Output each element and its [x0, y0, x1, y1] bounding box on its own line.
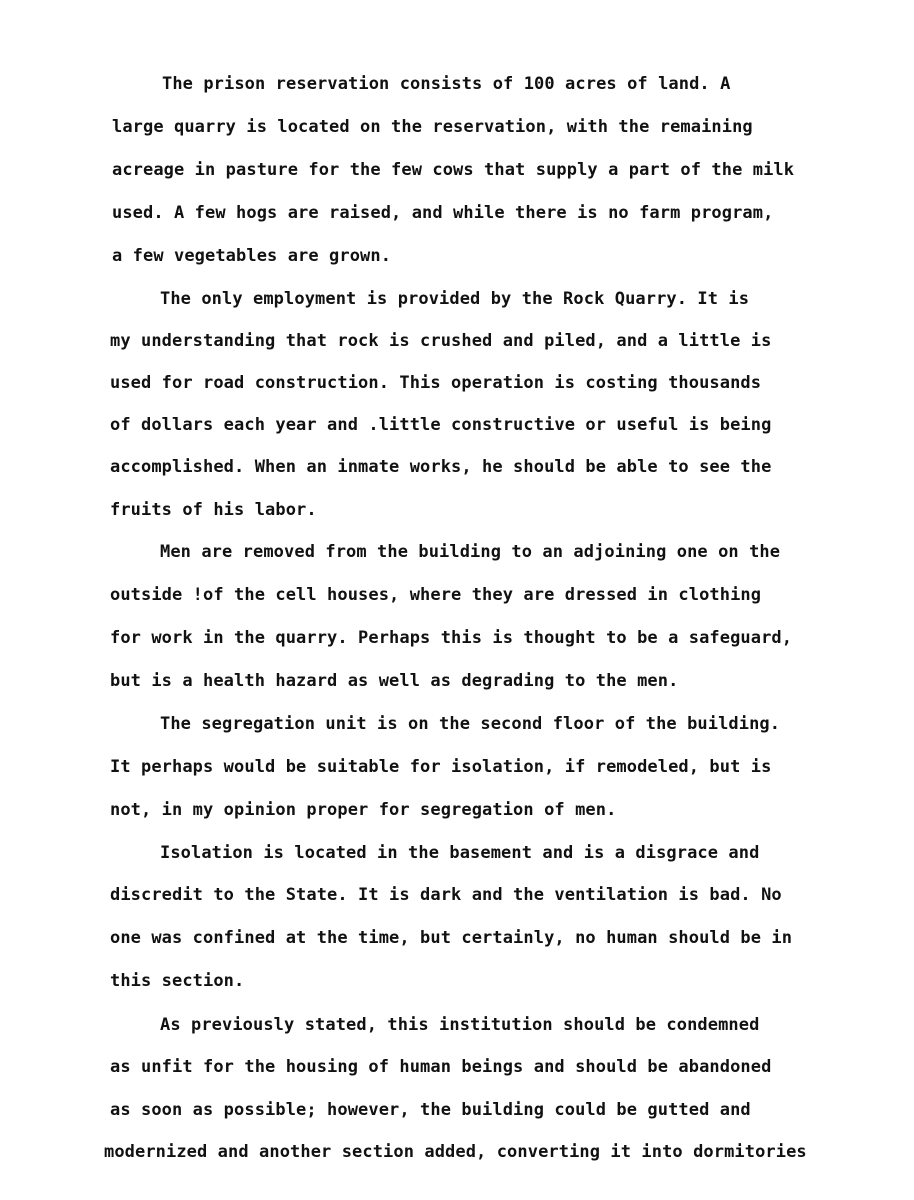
text-line: as unfit for the housing of human beings and should be abandoned: [110, 1057, 772, 1077]
text-line: fruits of his labor.: [110, 500, 317, 520]
text-line: It perhaps would be suitable for isolation, if remodeled, but is: [110, 757, 772, 777]
text-line: used for road construction. This operation is costing thousands: [110, 373, 762, 393]
text-line: of dollars each year and .little constructive or useful is being: [110, 415, 772, 435]
text-line: used. A few hogs are raised, and while there is no farm program,: [112, 203, 774, 223]
text-line: The prison reservation consists of 100 acres of land. A: [162, 74, 731, 94]
text-line: discredit to the State. It is dark and the ventilation is bad. No: [110, 885, 782, 905]
text-line: my understanding that rock is crushed and piled, and a little is: [110, 331, 772, 351]
text-line: Isolation is located in the basement and is a disgrace and: [160, 843, 760, 863]
text-line: As previously stated, this institution should be condemned: [160, 1015, 760, 1035]
text-line: not, in my opinion proper for segregation of men.: [110, 800, 617, 820]
text-line: as soon as possible; however, the building could be gutted and: [110, 1100, 751, 1120]
text-line: outside !of the cell houses, where they are dressed in clothing: [110, 585, 762, 605]
text-line: acreage in pasture for the few cows that supply a part of the milk: [112, 160, 795, 180]
text-line: large quarry is located on the reservation, with the remaining: [112, 117, 753, 137]
text-line: but is a health hazard as well as degrading to the men.: [110, 671, 679, 691]
text-line: The only employment is provided by the Rock Quarry. It is: [160, 289, 750, 309]
text-line: this section.: [110, 971, 245, 991]
text-line: a few vegetables are grown.: [112, 246, 392, 266]
text-line: The segregation unit is on the second floor of the building.: [160, 714, 781, 734]
text-line: for work in the quarry. Perhaps this is thought to be a safeguard,: [110, 628, 793, 648]
text-line: Men are removed from the building to an adjoining one on the: [160, 542, 781, 562]
text-line: accomplished. When an inmate works, he should be able to see the: [110, 457, 772, 477]
text-line: modernized and another section added, converting it into dormitories: [104, 1142, 807, 1162]
text-line: one was confined at the time, but certainly, no human should be in: [110, 928, 793, 948]
